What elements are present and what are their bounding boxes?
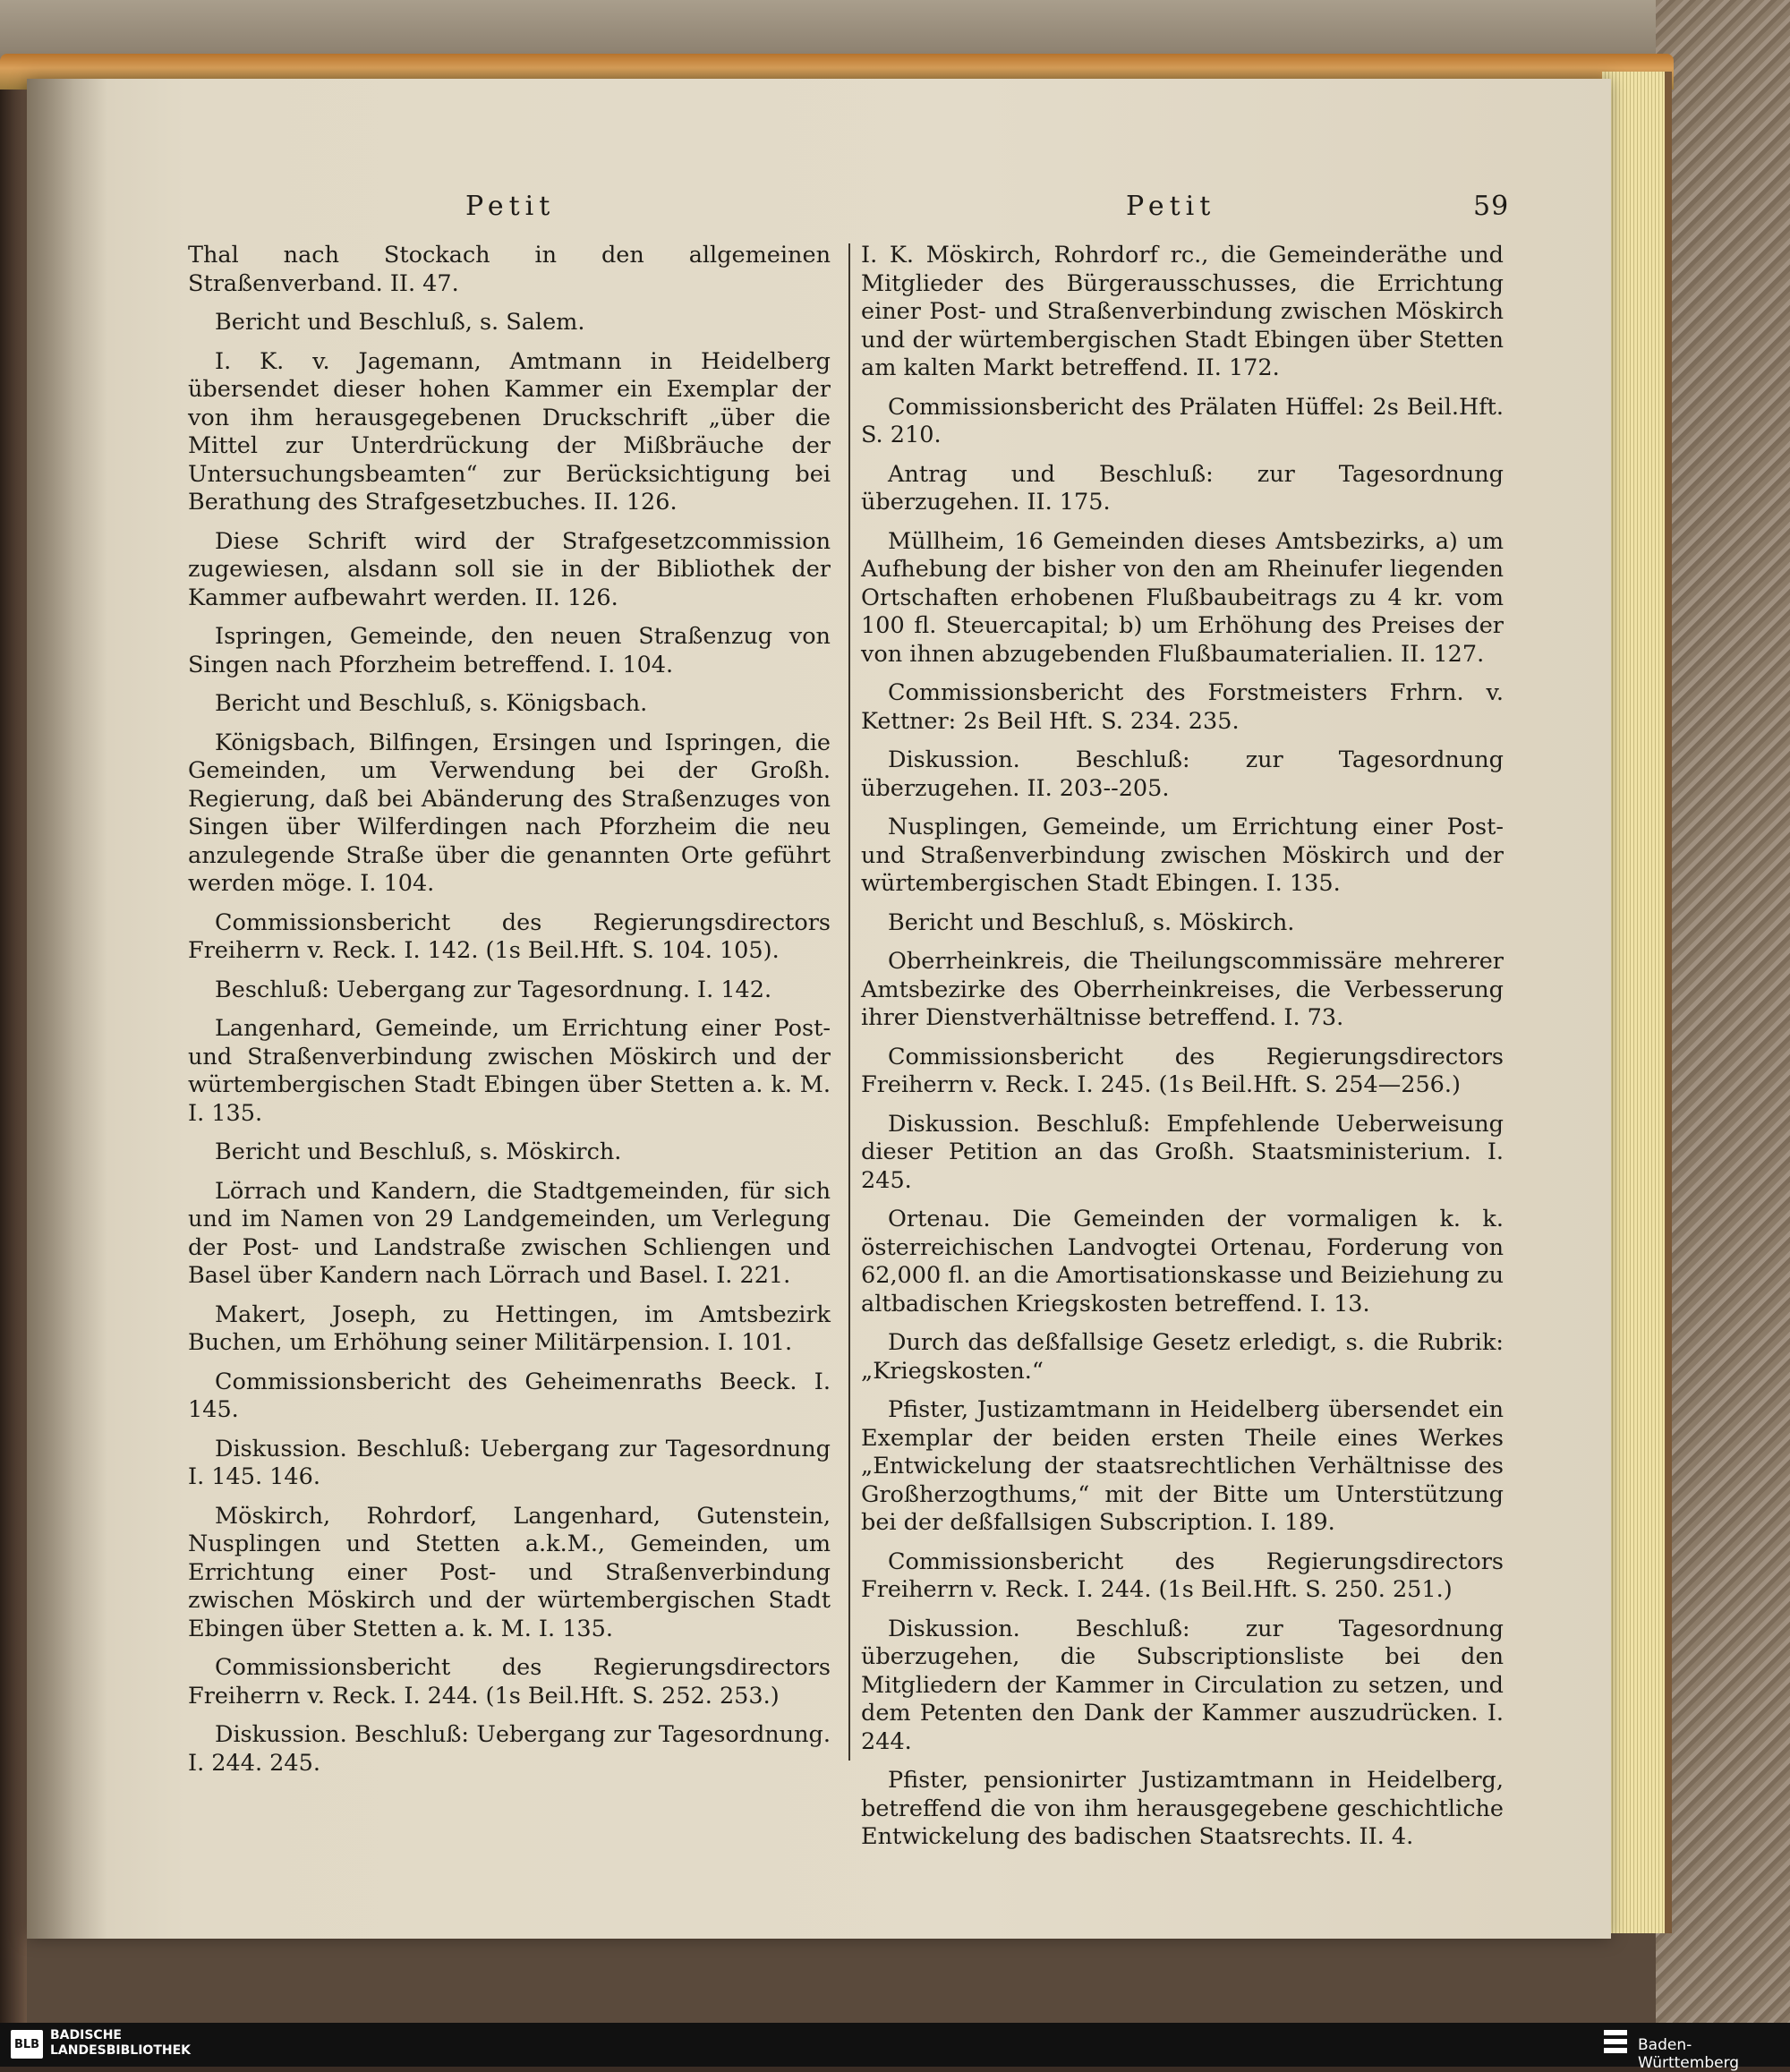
index-entry: Pfister, Justizamtmann in Heidelberg übersendet ein Exemplar der beiden ersten Theile eines Werkes „Entwickelung der staatsrechtlichen Verhältnisse des Großherzogthums,“ mit der Bitte um Unterstützung bei der deßfallsigen Subscription. I. 189. (861, 1396, 1504, 1536)
index-entry: Möskirch, Rohrdorf, Langenhard, Gutenstein, Nusplingen und Stetten a.k.M., Gemeinden, um Errichtung einer Post- und Straßenverbindung zwischen Möskirch und der würtembergischen Stadt Ebingen über Stetten a. k. M. I. 135. (188, 1502, 831, 1642)
footer-bar (0, 2023, 1790, 2067)
index-entry: Diese Schrift wird der Strafgesetzcommission zugewiesen, alsdann soll sie in der Bibliothek der Kammer aufbewahrt werden. II. 126. (188, 527, 831, 611)
index-entry: Oberrheinkreis, die Theilungscommissäre mehrerer Amtsbezirke des Oberrheinkreises, die Verbesserung ihrer Dienstverhältnisse betreffend. I. 73. (861, 948, 1504, 1031)
library-name-line2: LANDESBIBLIOTHEK (50, 2043, 192, 2058)
index-entry: Bericht und Beschluß, s. Möskirch. (215, 1138, 622, 1165)
book-gutter (0, 72, 27, 2023)
index-entry: Commissionsbericht des Regierungsdirectors Freiherrn v. Reck. I. 245. (1s Beil.Hft. S. 254—256.) (861, 1043, 1504, 1098)
index-entry: Diskussion. Beschluß: zur Tagesordnung überzugehen, die Subscriptionsliste bei den Mitgliedern der Kammer in Circulation zu setzen, und dem Petenten den Dank der Kammer auszudrücken. I. 244. (861, 1615, 1504, 1755)
index-entry: Durch das deßfallsige Gesetz erledigt, s. die Rubrik: „Kriegskosten.“ (861, 1329, 1504, 1385)
index-entry: Königsbach, Bilfingen, Ersingen und Ispringen, die Gemeinden, um Verwendung bei der Großh. Regierung, daß bei Abänderung des Straßenzuges von Singen über Wilferdingen nach Pforzheim die neu anzulegende Straße über die genannten Orte geführt werden möge. I. 104. (188, 729, 831, 897)
left-column (188, 242, 831, 1788)
book-cover-right (1656, 0, 1790, 2023)
index-entry: Diskussion. Beschluß: Uebergang zur Tagesordnung. I. 244. 245. (188, 1721, 831, 1777)
index-entry: Bericht und Beschluß, s. Königsbach. (215, 690, 648, 717)
running-head-left: Petit (465, 191, 556, 222)
library-name (50, 2028, 191, 2059)
index-entry: Commissionsbericht des Prälaten Hüffel: 2s Beil.Hft. S. 210. (861, 393, 1504, 448)
index-entry: Commissionsbericht des Forstmeisters Frhrn. v. Kettner: 2s Beil Hft. S. 234. 235. (861, 679, 1504, 735)
gutter-shadow (27, 79, 107, 1939)
index-entry: Commissionsbericht des Regierungsdirectors Freiherrn v. Reck. I. 142. (1s Beil.Hft. S. 104. 105). (188, 908, 831, 964)
baden-wuerttemberg-lions-icon (1602, 2028, 1629, 2059)
index-entry: I. K. Möskirch, Rohrdorf rc., die Gemeinderäthe und Mitglieder des Bürgerausschusses, die Errichtung einer Post- und Straßenverbindung zwischen Möskirch und der würtembergischen Stadt Ebingen über Stetten am kalten Markt betreffend. II. 172. (861, 242, 1504, 381)
index-entry: Müllheim, 16 Gemeinden dieses Amtsbezirks, a) um Aufhebung der bisher von den am Rheinufer liegenden Ortschaften erhobenen Flußbaubeitrags zu 4 kr. vom 100 fl. Steuercapital; b) um Erhöhung des Preises der von ihnen abzugebenden Flußbaumaterialien. II. 127. (861, 527, 1504, 668)
index-entry: Bericht und Beschluß, s. Möskirch. (888, 908, 1295, 936)
index-entry: I. K. v. Jagemann, Amtmann in Heidelberg übersendet dieser hohen Kammer ein Exemplar der von ihm herausgegebenen Druckschrift „über die Mittel zur Unterdrückung der Mißbräuche der Untersuchungsbeamten“ zur Berücksichtigung bei Berathung des Strafgesetzbuches. II. 126. (188, 347, 831, 516)
page-stack-edge (1602, 72, 1672, 1933)
index-entry: Diskussion. Beschluß: Uebergang zur Tagesordnung I. 145. 146. (188, 1435, 831, 1490)
library-name-line1: BADISCHE (50, 2028, 122, 2042)
index-entry: Diskussion. Beschluß: zur Tagesordnung überzugehen. II. 203--205. (861, 746, 1504, 802)
index-entry: Commissionsbericht des Regierungsdirectors Freiherrn v. Reck. I. 244. (1s Beil.Hft. S. 252. 253.) (188, 1654, 831, 1710)
column-divider (848, 243, 850, 1761)
index-entry: Makert, Joseph, zu Hettingen, im Amtsbezirk Buchen, um Erhöhung seiner Militärpension. I. 101. (188, 1300, 831, 1356)
state-name: Baden-Württemberg (1638, 2036, 1740, 2072)
index-entry: Thal nach Stockach in den allgemeinen Straßenverband. II. 47. (188, 242, 831, 297)
index-entry: Ortenau. Die Gemeinden der vormaligen k. k. österreichischen Landvogtei Ortenau, Forderung von 62,000 fl. an die Amortisationskasse und Beiziehung zu altbadischen Kriegskosten betreffend. I. 13. (861, 1206, 1504, 1317)
index-entry: Diskussion. Beschluß: Empfehlende Ueberweisung dieser Petition an das Großh. Staatsministerium. I. 245. (861, 1110, 1504, 1194)
index-entry: Langenhard, Gemeinde, um Errichtung einer Post- und Straßenverbindung zwischen Möskirch und der würtembergischen Stadt Ebingen über Stetten a. k. M. I. 135. (188, 1015, 831, 1127)
running-head-right: Petit (1126, 191, 1216, 222)
blb-logo: BLB (11, 2030, 43, 2059)
index-entry: Nusplingen, Gemeinde, um Errichtung einer Post- und Straßenverbindung zwischen Möskirch und der würtembergischen Stadt Ebingen. I. 135. (861, 814, 1504, 897)
index-entry: Ispringen, Gemeinde, den neuen Straßenzug von Singen nach Pforzheim betreffend. I. 104. (188, 623, 831, 678)
right-column (861, 242, 1504, 1863)
index-entry: Pfister, pensionirter Justizamtmann in Heidelberg, betreffend die von ihm herausgegebene geschichtliche Entwickelung des badischen Staatsrechts. II. 4. (861, 1767, 1504, 1850)
index-entry: Lörrach und Kandern, die Stadtgemeinden, für sich und im Namen von 29 Landgemeinden, um Verlegung der Post- und Landstraße zwischen Schliengen und Basel über Kandern nach Lörrach und Basel. I. 221. (188, 1177, 831, 1289)
index-entry: Commissionsbericht des Geheimenraths Beeck. I. 145. (188, 1368, 831, 1423)
index-entry: Beschluß: Uebergang zur Tagesordnung. I. 142. (215, 976, 772, 1003)
index-entry: Antrag und Beschluß: zur Tagesordnung überzugehen. II. 175. (861, 460, 1504, 516)
index-entry: Commissionsbericht des Regierungsdirectors Freiherrn v. Reck. I. 244. (1s Beil.Hft. S. 250. 251.) (861, 1548, 1504, 1603)
index-entry: Bericht und Beschluß, s. Salem. (215, 309, 585, 336)
page-number: 59 (1473, 191, 1510, 222)
